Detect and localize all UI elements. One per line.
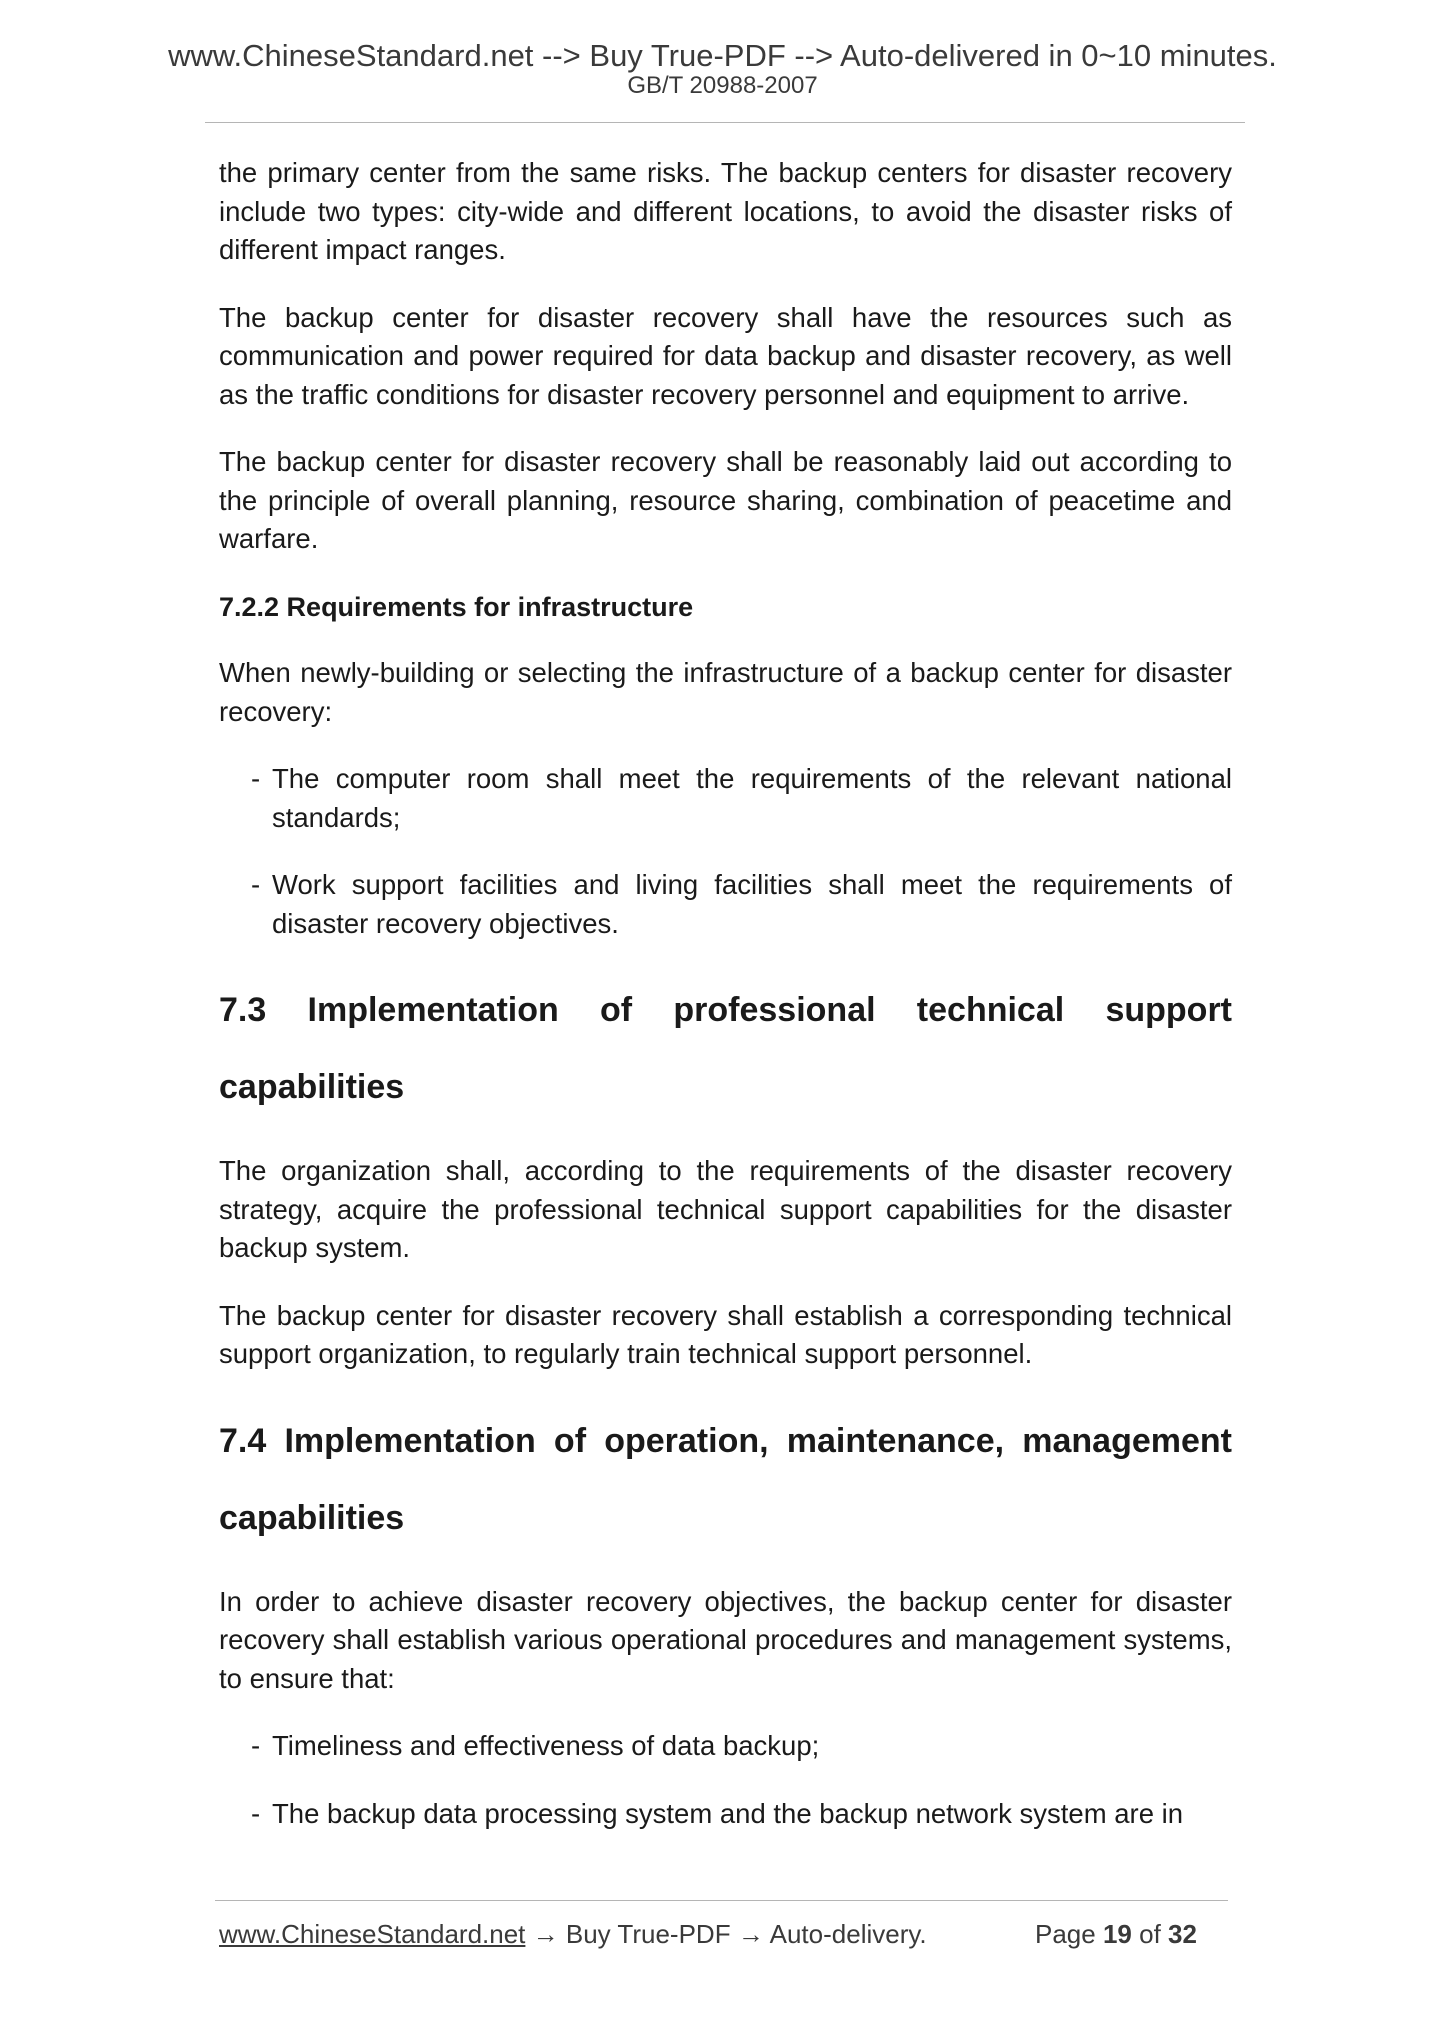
of-label: of (1139, 1919, 1161, 1949)
total-pages: 32 (1168, 1919, 1197, 1949)
page-number (1035, 1921, 1197, 1947)
list-dash: - (251, 869, 261, 900)
list-item-text: The computer room shall meet the requirements of the relevant national standards; (272, 763, 1232, 833)
list-dash: - (251, 1797, 261, 1829)
paragraph: The organization shall, according to the requirements of the disaster recovery strategy, acquire the professional technical support capabilities for the disaster backup system. (219, 1155, 1232, 1263)
list-item-text: Work support facilities and living facilities shall meet the requirements of disaster recovery objectives. (272, 869, 1232, 939)
list-item (251, 1727, 1232, 1766)
header-divider (205, 122, 1245, 123)
arrow-right-icon: → (737, 1919, 764, 1949)
current-page: 19 (1102, 1919, 1132, 1949)
list-item (251, 1795, 1232, 1834)
section-heading-7-2-2: 7.2.2 Requirements for infrastructure (219, 591, 694, 622)
list-dash: - (251, 763, 261, 794)
header-banner: www.ChineseStandard.net --> Buy True-PDF --> Auto-delivered in 0~10 minutes. (168, 38, 1277, 73)
section-heading-7-3 (219, 972, 1232, 1126)
document-code: GB/T 20988-2007 (627, 72, 818, 99)
paragraph: The backup center for disaster recovery shall establish a corresponding technical support organization, to regularly train technical support personnel. (219, 1299, 1232, 1369)
paragraph: When newly-building or selecting the infrastructure of a backup center for disaster recovery: (219, 657, 1232, 727)
list-item-text: Timeliness and effectiveness of data backup; (272, 1730, 820, 1761)
paragraph: the primary center from the same risks. The backup centers for disaster recovery include two types: city-wide and different locations, to avoid the disaster risks of different impact ranges. (219, 157, 1232, 265)
footer-auto-text: Auto-delivery. (769, 1919, 927, 1949)
footer-site-link[interactable]: www.ChineseStandard.net (219, 1919, 526, 1949)
list-item (251, 866, 1232, 943)
paragraph: The backup center for disaster recovery shall have the resources such as communication and power required for data backup and disaster recovery, as well as the traffic conditions for disaster recovery personnel and equipment to arrive. (219, 301, 1232, 410)
heading-line: 7.3 Implementation of professional technical support (219, 991, 1232, 1029)
heading-line: capabilities (219, 1498, 405, 1537)
list-item (251, 760, 1232, 837)
footer-divider (215, 1900, 1228, 1901)
arrow-right-icon: → (532, 1919, 559, 1949)
footer-buy-text: Buy True-PDF (565, 1919, 731, 1949)
section-heading-7-4 (219, 1403, 1232, 1557)
paragraph: In order to achieve disaster recovery objectives, the backup center for disaster recovery shall establish various operational procedures and management systems, to ensure that: (219, 1585, 1232, 1694)
paragraph: The backup center for disaster recovery shall be reasonably laid out according to the principle of overall planning, resource sharing, combination of peacetime and warfare. (219, 446, 1232, 554)
page-label: Page (1035, 1919, 1096, 1949)
list-dash: - (251, 1730, 261, 1761)
footer-promo (219, 1921, 927, 1947)
list-item-text: The backup data processing system and the backup network system are in (272, 1797, 1184, 1829)
heading-line: capabilities (219, 1068, 405, 1106)
page-content (219, 154, 1232, 1862)
heading-line: 7.4 Implementation of operation, maintenance, management (219, 1421, 1232, 1460)
